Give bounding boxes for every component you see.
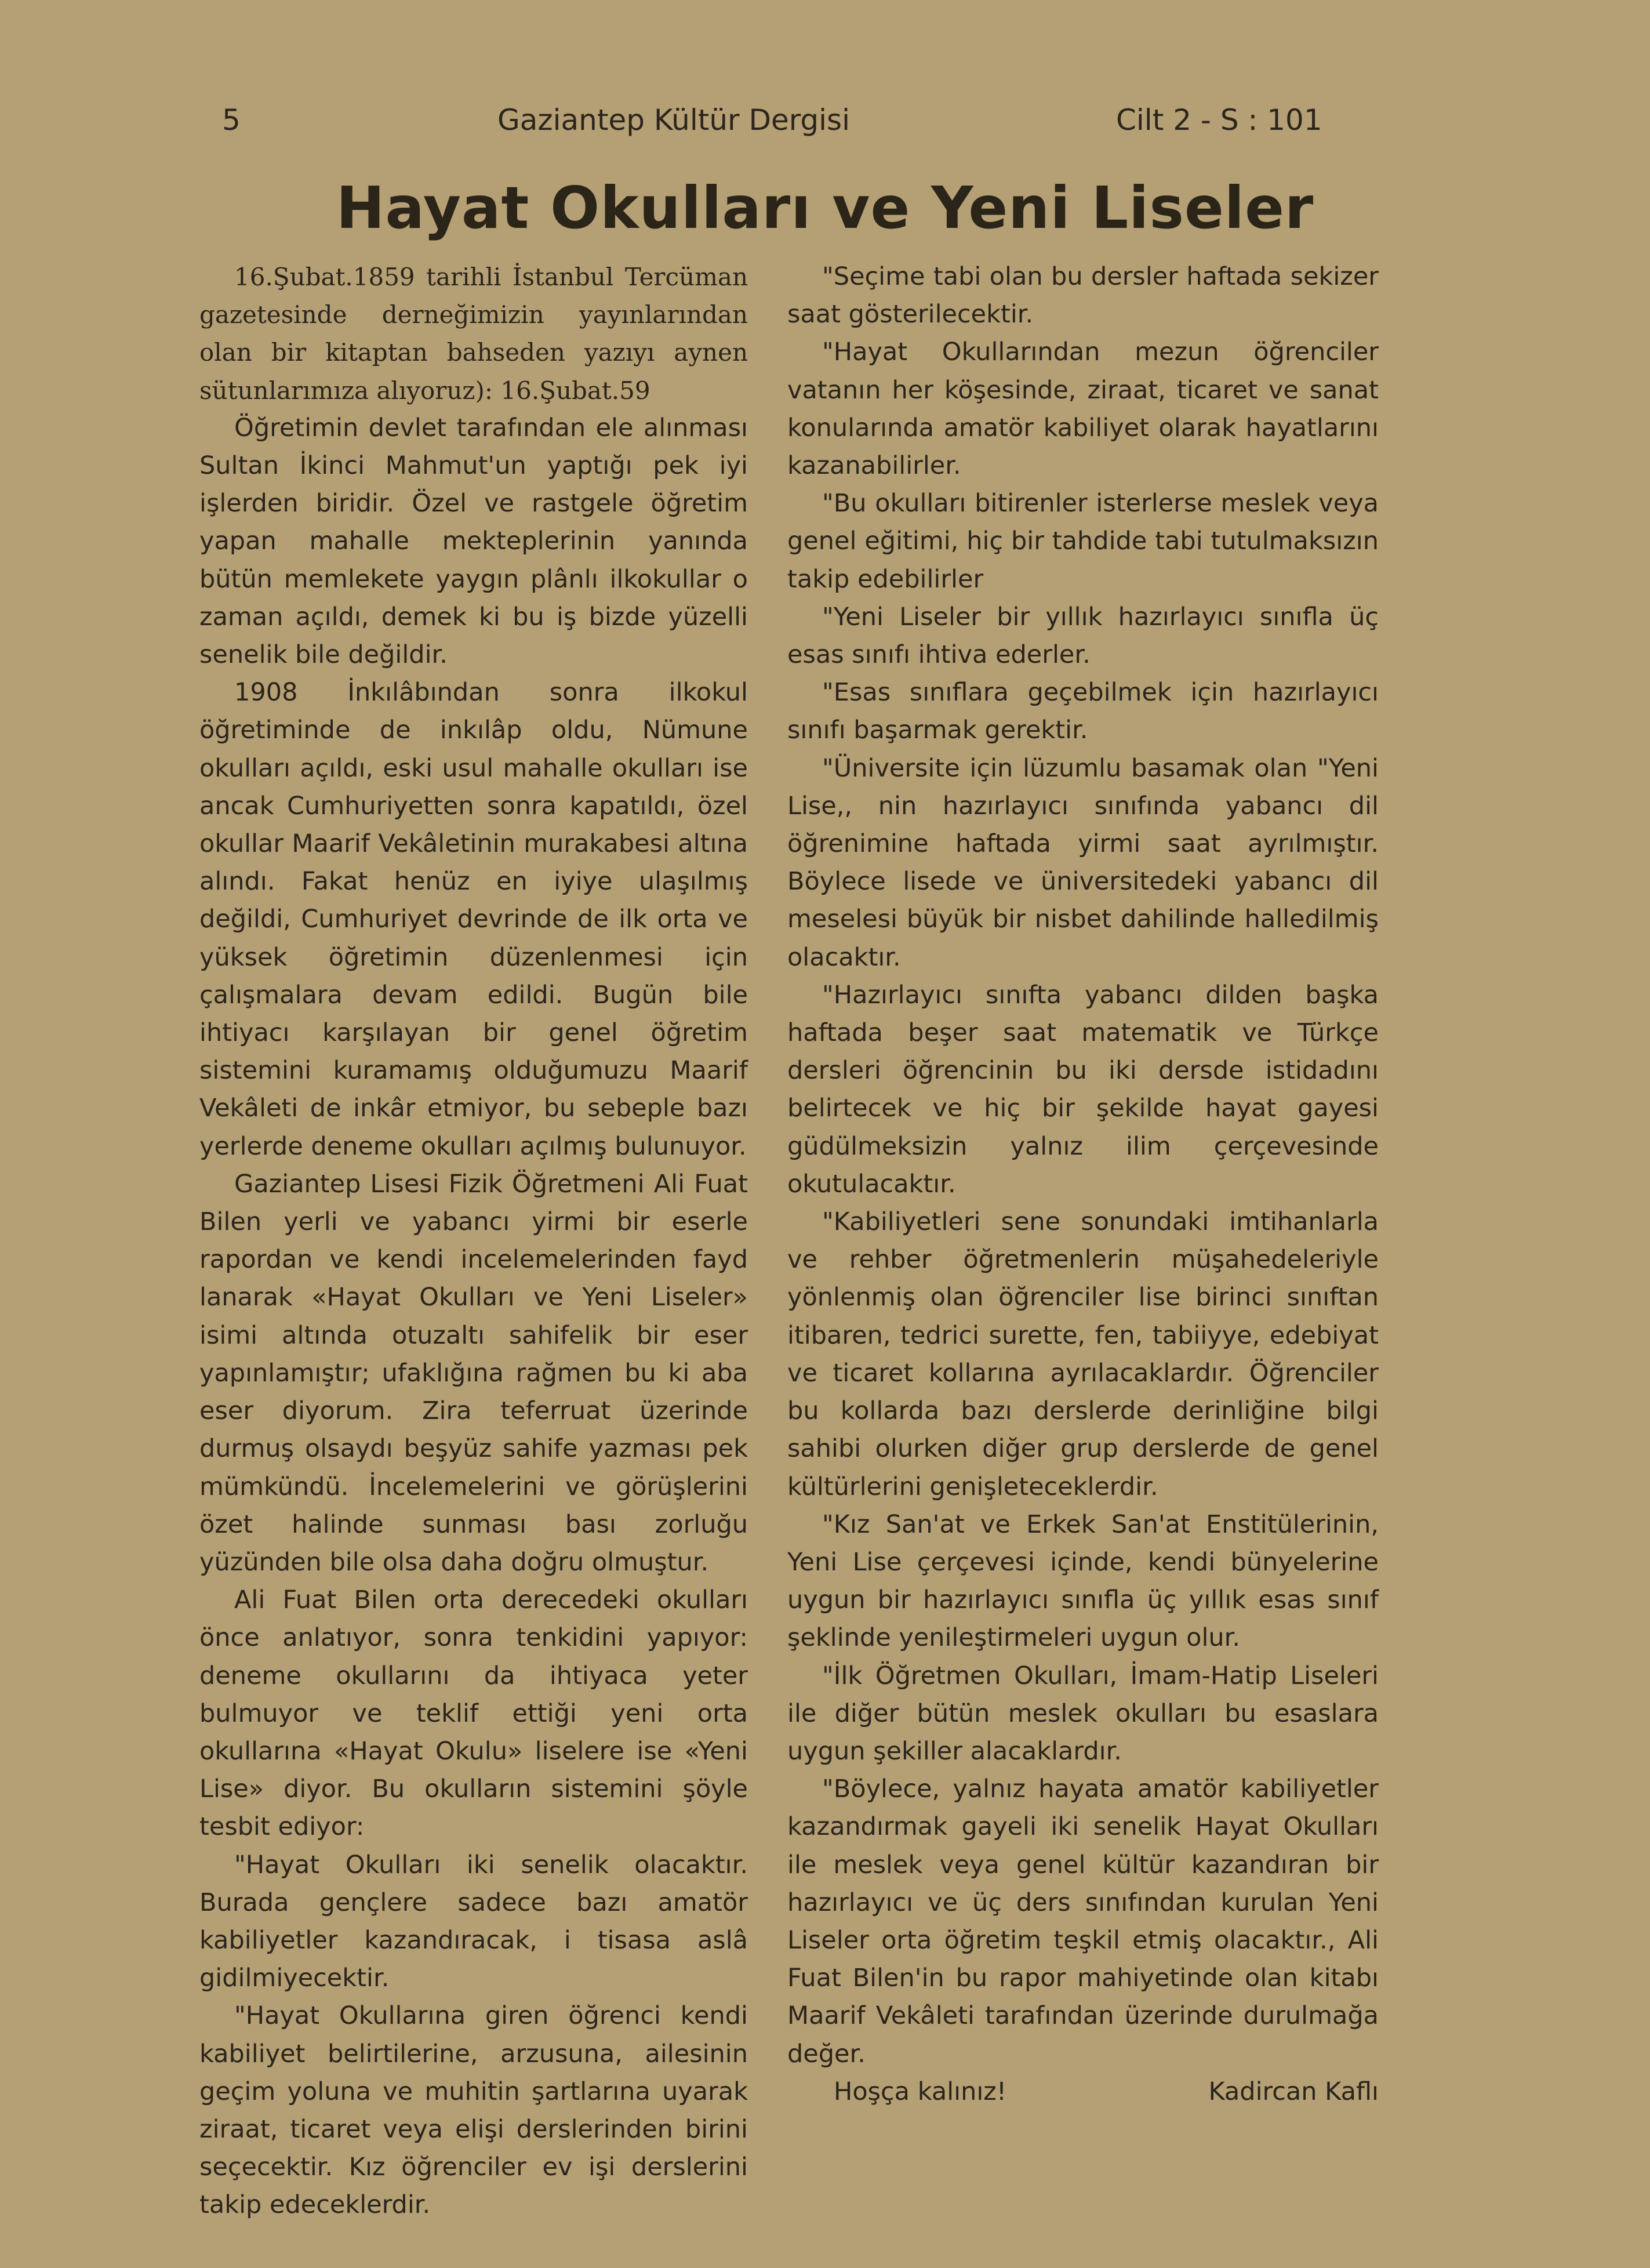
paragraph: "Üniversite için lüzumlu basamak olan "Yeni Lise,, nin hazırlayıcı sınıfında yabancı dil öğrenimine haftada yirmi saat ayrılmıştır. Böylece lisede ve üniversitedeki yabancı dil meselesi büyük bir nisbet dahilinde halledilmiş olacaktır.: [787, 753, 1379, 972]
author-name: Kadircan Kaflı: [1208, 2077, 1379, 2106]
paragraph: "Kabiliyetleri sene sonundaki imtihanlarla ve rehber öğretmenlerin müşahedeleriyle yönlenmiş olan öğrenciler lise birinci sınıftan itibaren, tedrici surette, fen, tabiiyye, edebiyat ve ticaret kollarına ayrılacaklardır. Öğrenciler bu kollarda bazı derslerde derinliğine bilgi sahibi olurken diğer grup derslerde de genel kültürlerini genişleteceklerdir.: [787, 1207, 1379, 1501]
page-number: 5: [222, 103, 241, 137]
paragraph: 1908 İnkılâbından sonra ilkokul öğretiminde de inkılâp oldu, Nümune okulları açıldı, eski usul mahalle okulları ise ancak Cumhuriyetten sonra kapatıldı, özel okullar Maarif Vekâletinin murakabesi altına alındı. Fakat henüz en iyiye ulaşılmış değildi, Cumhuriyet devrinde de ilk orta ve yüksek öğretimin düzenlenmesi için çalışmalara devam edildi. Bugün bile ihtiyacı karşılayan bir genel öğretim sistemini kuramamış olduğumuzu Maarif Vekâleti de inkâr etmiyor, bu sebeple bazı yerlerde deneme okulları açılmış bulunuyor.: [199, 678, 748, 1161]
issue-info: Cilt 2 - S : 101: [1116, 103, 1322, 137]
right-column: [787, 258, 1379, 2111]
paragraph: Öğretimin devlet tarafından ele alınması Sultan İkinci Mahmut'un yaptığı pek iyi işlerden biridir. Özel ve rastgele öğretim yapan mahalle mekteplerinin yanında bütün memlekete yaygın plânlı ilkokullar o zaman açıldı, demek ki bu iş bizde yüzelli senelik bile değildir.: [199, 413, 748, 670]
closing-greeting: Hoşça kalınız!: [834, 2077, 1007, 2106]
paragraph: "Seçime tabi olan bu dersler haftada sekizer saat gösterilecektir.: [787, 262, 1379, 329]
paragraph: Gaziantep Lisesi Fizik Öğretmeni Ali Fuat Bilen yerli ve yabancı yirmi bir eserle rapordan ve kendi incelemelerinden fayd lanarak «Hayat Okulları ve Yeni Liseler» isimi altında otuzaltı sahifelik bir eser yapınlamıştır; ufaklığına rağmen bu ki aba eser diyorum. Zira teferruat üzerinde durmuş olsaydı beşyüz sahife yazması pek mümkündü. İncelemelerini ve görüşlerini özet halinde sunması bası zorluğu yüzünden bile olsa daha doğru olmuştur.: [199, 1169, 748, 1577]
paragraph: "Hayat Okullarından mezun öğrenciler vatanın her köşesinde, ziraat, ticaret ve sanat konularında amatör kabiliyet olarak hayatlarını kazanabilirler.: [787, 338, 1379, 481]
paragraph: "Hazırlayıcı sınıfta yabancı dilden başka haftada beşer saat matematik ve Türkçe dersleri öğrencinin bu iki dersde istidadını belirtecek ve hiç bir şekilde hayat gayesi güdülmeksizin yalnız ilim çerçevesinde okutulacaktır.: [787, 980, 1379, 1199]
running-head: [0, 103, 1650, 155]
paragraph: "İlk Öğretmen Okulları, İmam-Hatip Liseleri ile diğer bütün meslek okulları bu esaslara uygun şekiller alacaklardır.: [787, 1661, 1379, 1766]
paragraph: "Böylece, yalnız hayata amatör kabiliyetler kazandırmak gayeli iki senelik Hayat Okulları ile meslek veya genel kültür kazandıran bir hazırlayıcı ve üç ders sınıfından kurulan Yeni Liseler orta öğretim teşkil etmiş olacaktır., Ali Fuat Bilen'in bu rapor mahiyetinde olan kitabı Maarif Vekâleti tarafından üzerinde durulmağa değer.: [787, 1775, 1379, 2069]
paragraph: "Esas sınıflara geçebilmek için hazırlayıcı sınıfı başarmak gerektir.: [787, 678, 1379, 745]
paragraph: "Kız San'at ve Erkek San'at Enstitülerinin, Yeni Lise çerçevesi içinde, kendi bünyelerine uygun bir hazırlayıcı sınıfla üç yıllık esas sınıf şeklinde yenileştirmeleri uygun olur.: [787, 1509, 1379, 1653]
signature-line: [787, 2073, 1379, 2111]
article-title: Hayat Okulları ve Yeni Liseler: [336, 174, 1314, 242]
left-column: [199, 258, 748, 2225]
paragraph: 16.Şubat.1859 tarihli İstanbul Tercüman gazetesinde derneğimizin yayınlarından olan bir kitaptan bahseden yazıyı aynen sütunlarımıza alıyoruz): 16.Şubat.59: [199, 263, 748, 405]
journal-name: Gaziantep Kültür Dergisi: [497, 103, 850, 137]
paragraph: Ali Fuat Bilen orta derecedeki okulları önce anlatıyor, sonra tenkidini yapıyor: deneme okullarını da ihtiyaca yeter bulmuyor ve teklif ettiği yeni orta okullarına «Hayat Okulu» liselere ise «Yeni Lise» diyor. Bu okulların sistemini şöyle tesbit ediyor:: [199, 1585, 748, 1842]
paragraph: "Hayat Okullarına giren öğrenci kendi kabiliyet belirtilerine, arzusuna, ailesinin geçim yoluna ve muhitin şartlarına uyarak ziraat, ticaret veya elişi derslerinden birini seçecektir. Kız öğrenciler ev işi derslerini takip edeceklerdir.: [199, 2001, 748, 2220]
paragraph: "Bu okulları bitirenler isterlerse meslek veya genel eğitimi, hiç bir tahdide tabi tutulmaksızın takip edebilirler: [787, 489, 1379, 594]
paragraph: "Hayat Okulları iki senelik olacaktır. Burada gençlere sadece bazı amatör kabiliyetler kazandıracak, i tisasa aslâ gidilmiyecektir.: [199, 1850, 748, 1993]
paragraph: "Yeni Liseler bir yıllık hazırlayıcı sınıfla üç esas sınıfı ihtiva ederler.: [787, 602, 1379, 670]
